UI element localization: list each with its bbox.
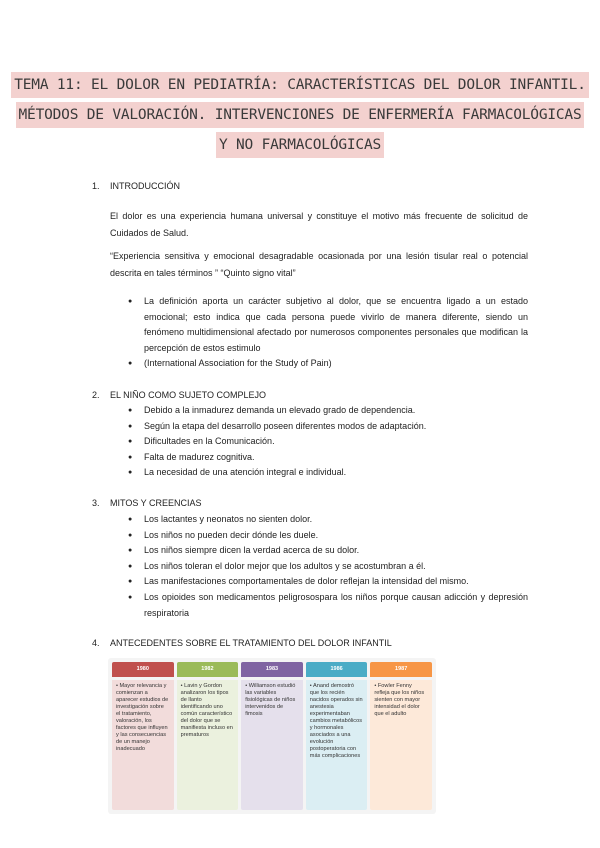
intro-paragraph: El dolor es una experiencia humana universal y constituye el motivo más frecuente de solicitud de Cuidados de Salud. [110, 211, 528, 238]
section-heading-nino [92, 390, 266, 400]
list-item: ● Dificultades en la Comunicación. [128, 434, 528, 450]
section-title: EL NIÑO COMO SUJETO COMPLEJO [110, 390, 267, 400]
document-title [0, 72, 600, 162]
timeline-text: • Williamson estudió las variables fisiológicas de niños intervenidos de fimosis [241, 680, 303, 810]
timeline-column [112, 662, 174, 810]
section-number: 4. [92, 638, 100, 648]
timeline-text: • Fowler Fenny refleja que los niños sienten con mayor intensidad el dolor que el adulto [370, 680, 432, 810]
timeline-text: • Mayor relevancia y comienzan a aparecer estudios de investigación sobre el tratamiento, valoración, los factores que influyen y las consecuencias de un manejo inadecuado [112, 680, 174, 810]
list-item: ● Falta de madurez cognitiva. [128, 450, 528, 466]
section-number: 1. [92, 181, 100, 191]
list-item: ● Las manifestaciones comportamentales de dolor reflejan la intensidad del mismo. [128, 574, 528, 590]
section-number: 3. [92, 498, 100, 508]
list-item: ● Los niños siempre dicen la verdad acerca de su dolor. [128, 543, 528, 559]
title-line-3: Y NO FARMACOLÓGICAS [216, 132, 384, 158]
section-heading-antecedentes [92, 638, 392, 648]
section-title: ANTECEDENTES SOBRE EL TRATAMIENTO DEL DOLOR INFANTIL [110, 638, 392, 648]
timeline-year: 1980 [112, 662, 174, 677]
timeline-column [241, 662, 303, 810]
timeline-column [177, 662, 239, 810]
section-heading-mitos [92, 498, 202, 508]
list-item: ● (International Association for the Study of Pain) [128, 356, 528, 372]
list-item: ● Los lactantes y neonatos no sienten dolor. [128, 512, 528, 528]
list-item: ● Los niños toleran el dolor mejor que los adultos y se acostumbran a él. [128, 559, 528, 575]
list-item: ● La definición aporta un carácter subjetivo al dolor, que se encuentra ligado a un estado emocional; esto indica que cada persona puede vivirlo de manera diferente, siendo un fenómeno multidimensional afectado por numerosos componentes personales que modifican la percepción de estos estimulo [128, 294, 528, 356]
timeline-year: 1982 [177, 662, 239, 677]
mitos-bullet-list [128, 512, 528, 621]
list-item: ● Los opioides son medicamentos peligrosospara los niños porque causan adicción y depresión respiratoria [128, 590, 528, 621]
title-line-2: MÉTODOS DE VALORACIÓN. INTERVENCIONES DE ENFERMERÍA FARMACOLÓGICAS [16, 102, 585, 128]
timeline-column [370, 662, 432, 810]
section-title: MITOS Y CREENCIAS [110, 498, 202, 508]
definition-paragraph: “Experiencia sensitiva y emocional desagradable ocasionada por una lesión tisular real o potencial descrita en tales términos ” “Quinto signo vital” [110, 251, 528, 278]
timeline-year: 1986 [306, 662, 368, 677]
nino-bullet-list [128, 403, 528, 481]
list-item: ● Debido a la inmadurez demanda un elevado grado de dependencia. [128, 403, 528, 419]
section-heading-introduccion [92, 181, 180, 191]
section-number: 2. [92, 390, 100, 400]
timeline-year: 1983 [241, 662, 303, 677]
timeline-text: • Lavin y Gordon analizaron los tipos de llanto identificando uno común característico del dolor que se manifiesta incluso en prematuros [177, 680, 239, 810]
timeline-column [306, 662, 368, 810]
timeline-text: • Anand demostró que los recién nacidos operados sin anestesia experimentaban cambios metabólicos y hormonales asociados a una evolución postoperatoria con más complicaciones [306, 680, 368, 810]
list-item: ● Los niños no pueden decir dónde les duele. [128, 528, 528, 544]
list-item: ● Según la etapa del desarrollo poseen diferentes modos de adaptación. [128, 419, 528, 435]
title-line-1: TEMA 11: EL DOLOR EN PEDIATRÍA: CARACTERÍSTICAS DEL DOLOR INFANTIL. [11, 72, 589, 98]
intro-bullet-list [128, 294, 528, 372]
timeline-year: 1987 [370, 662, 432, 677]
history-timeline [108, 658, 436, 814]
list-item: ● La necesidad de una atención integral e individual. [128, 465, 528, 481]
section-title: INTRODUCCIÓN [110, 181, 180, 191]
